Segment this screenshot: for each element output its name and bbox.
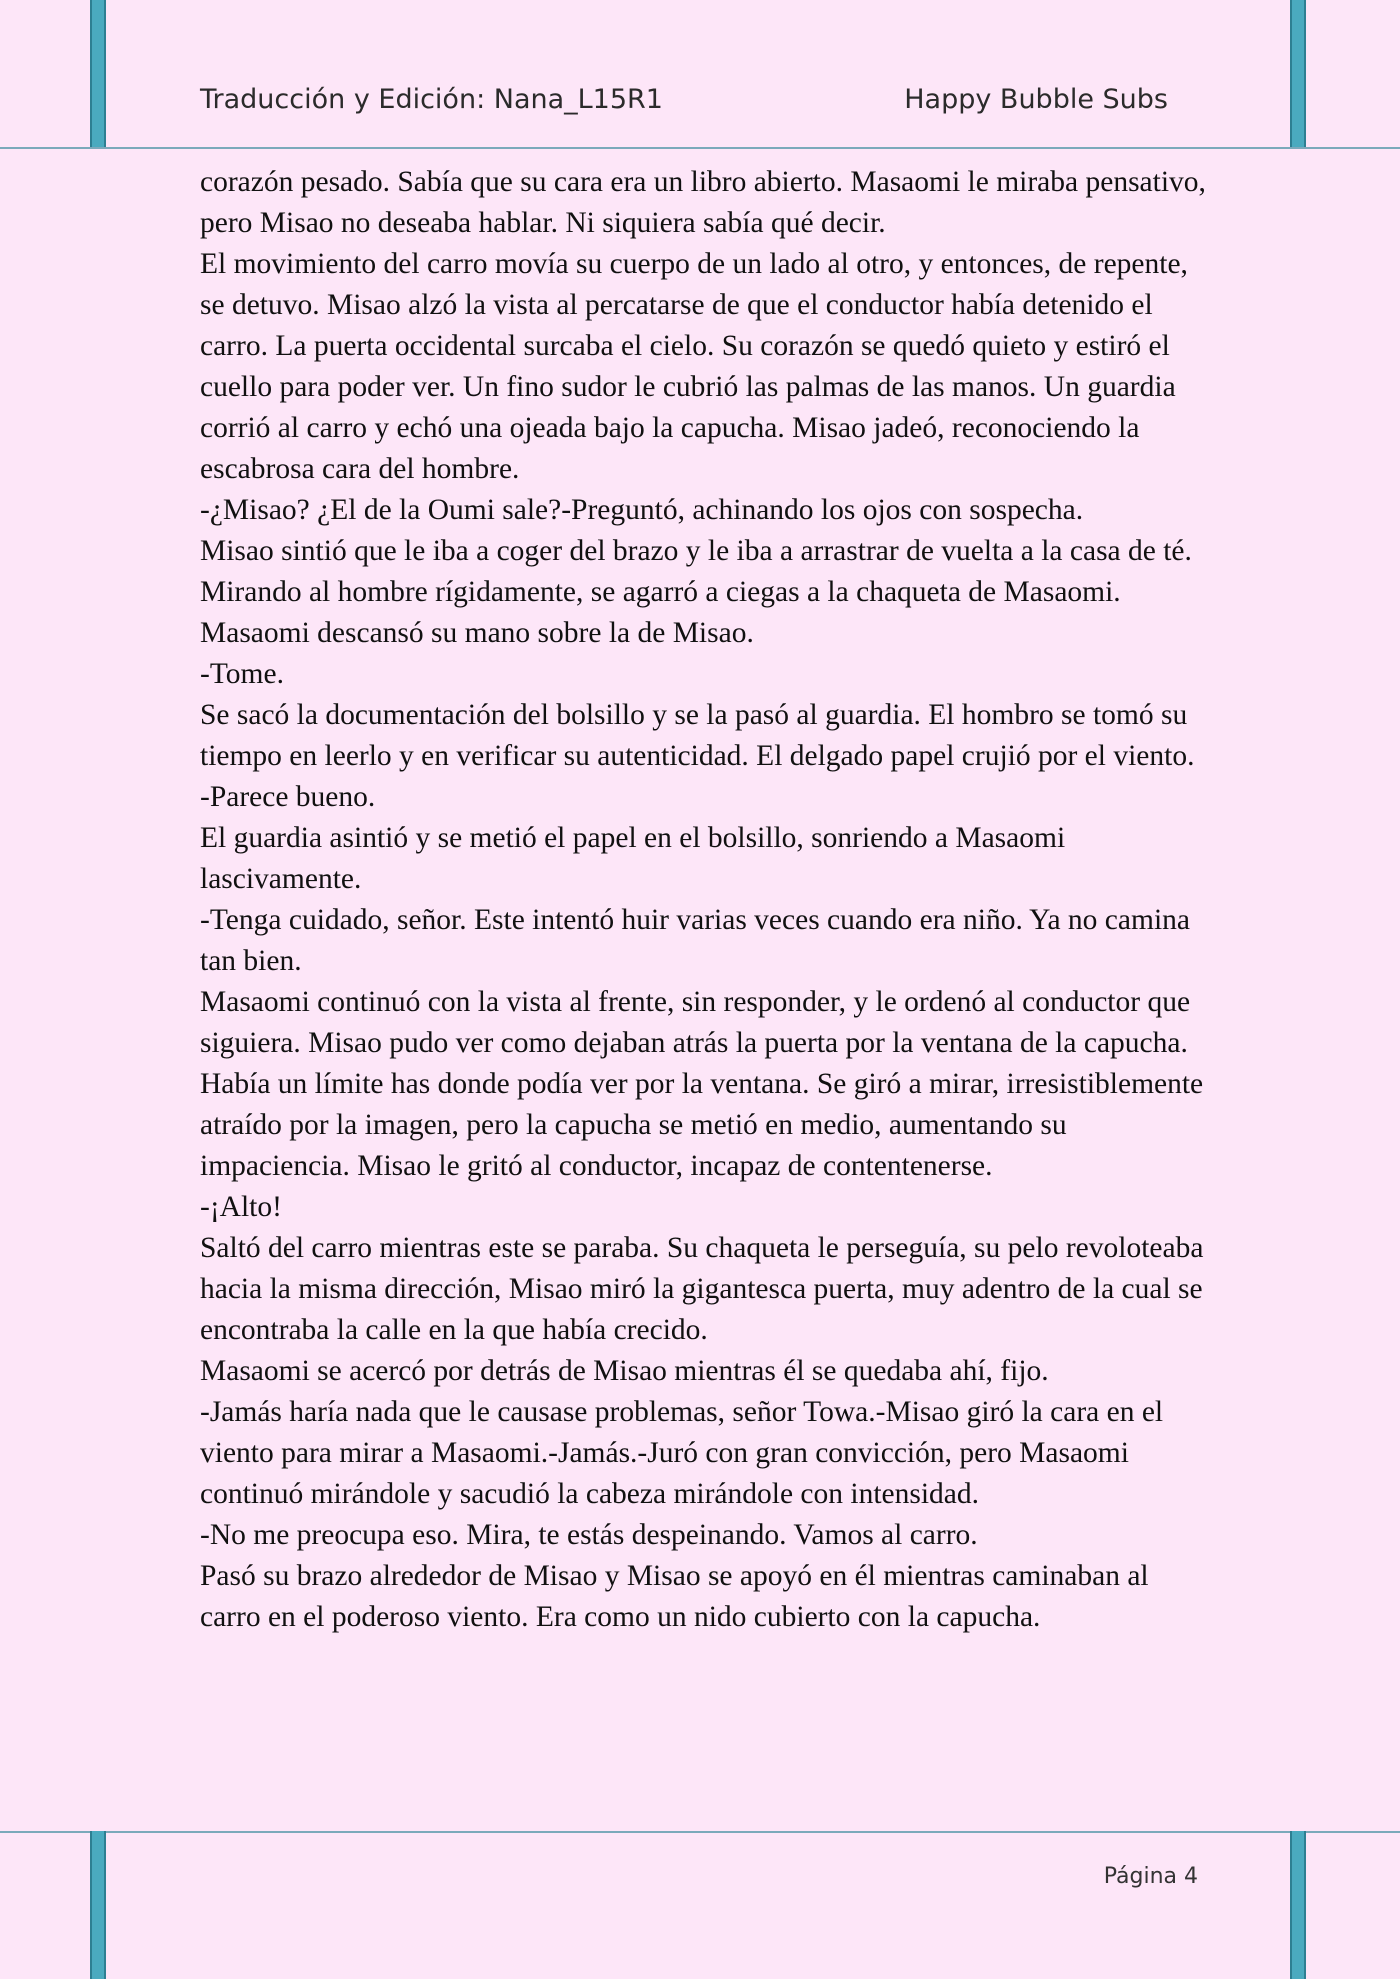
footer-rule [0,1831,1400,1833]
paragraph: -No me preocupa eso. Mira, te estás despeinando. Vamos al carro. [200,1519,978,1551]
paragraph: Se sacó la documentación del bolsillo y se la pasó al guardia. El hombro se tomó su tiempo en leerlo y en verificar su autenticidad. El delgado papel crujió por el viento. [200,699,1195,772]
paragraph: El guardia asintió y se metió el papel en el bolsillo, sonriendo a Masaomi lascivamente. [200,822,1066,895]
paragraph: El movimiento del carro movía su cuerpo de un lado al otro, y entonces, de repente, se detuvo. Misao alzó la vista al percatarse de que el conductor había detenido el carro. La puerta occidental surcaba el cielo. Su corazón se quedó quieto y estiró el cuello para poder ver. Un fino sudor le cubrió las palmas de las manos. Un guardia corrió al carro y echó una ojeada bajo la capucha. Misao jadeó, reconociendo la escabrosa cara del hombre. [200,248,1188,485]
page-number: Página 4 [1103,1864,1198,1889]
bottom-left-decorative-bar [90,1831,106,1979]
paragraph: Misao sintió que le iba a coger del brazo y le iba a arrastrar de vuelta a la casa de té. Mirando al hombre rígidamente, se agarró a ciegas a la chaqueta de Masaomi. Masaomi descansó su mano sobre la de Misao. [200,535,1192,649]
top-left-decorative-bar [90,0,106,149]
paragraph: corazón pesado. Sabía que su cara era un libro abierto. Masaomi le miraba pensativo, pero Misao no deseaba hablar. Ni siquiera sabía qué decir. [200,166,1206,239]
paragraph: -Tenga cuidado, señor. Este intentó huir varias veces cuando era niño. Ya no camina tan bien. [200,904,1190,977]
paragraph: -Jamás haría nada que le causase problemas, señor Towa.-Misao giró la cara en el viento para mirar a Masaomi.-Jamás.-Juró con gran convicción, pero Masaomi continuó mirándole y sacudió la cabeza mirándole con intensidad. [200,1396,1164,1510]
top-right-decorative-bar [1290,0,1306,149]
paragraph: Masaomi se acercó por detrás de Misao mientras él se quedaba ahí, fijo. [200,1355,1049,1387]
body-text [200,162,1210,1638]
paragraph: -Parece bueno. [200,781,376,813]
paragraph: Saltó del carro mientras este se paraba. Su chaqueta le perseguía, su pelo revoloteaba hacia la misma dirección, Misao miró la gigantesca puerta, muy adentro de la cual se encontraba la calle en la que había crecido. [200,1232,1204,1346]
paragraph: -¿Misao? ¿El de la Oumi sale?-Preguntó, achinando los ojos con sospecha. [200,494,1084,526]
bottom-right-decorative-bar [1290,1831,1306,1979]
paragraph: -Tome. [200,658,284,690]
paragraph: -¡Alto! [200,1191,282,1223]
paragraph: Masaomi continuó con la vista al frente, sin responder, y le ordenó al conductor que siguiera. Misao pudo ver como dejaban atrás la puerta por la ventana de la capucha. Había un límite has donde podía ver por la ventana. Se giró a mirar, irresistiblemente atraído por la imagen, pero la capucha se metió en medio, aumentando su impaciencia. Misao le gritó al conductor, incapaz de contentenerse. [200,986,1204,1182]
header-group-name: Happy Bubble Subs [904,84,1168,115]
paragraph: Pasó su brazo alrededor de Misao y Misao se apoyó en él mientras caminaban al carro en el poderoso viento. Era como un nido cubierto con la capucha. [200,1560,1149,1633]
header-rule [0,147,1400,149]
header-credits: Traducción y Edición: Nana_L15R1 [200,84,663,115]
